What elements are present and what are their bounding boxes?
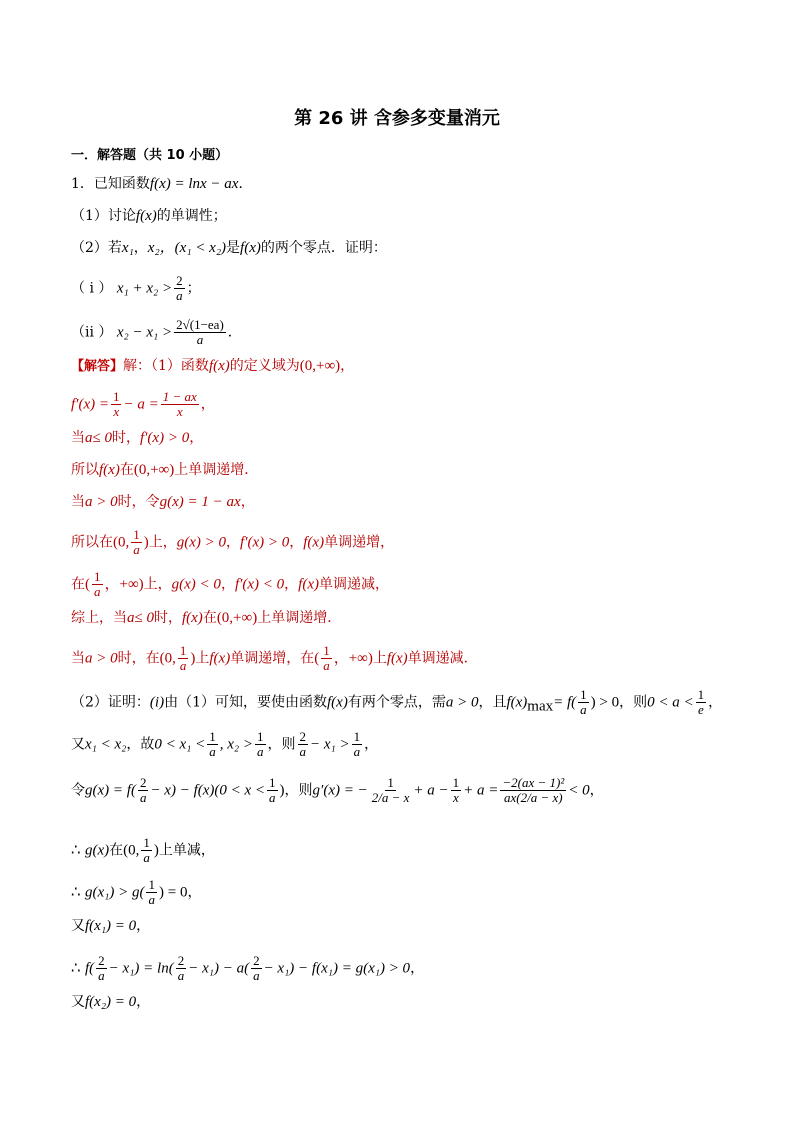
text: 上 bbox=[372, 650, 387, 667]
math: (0,+∞) bbox=[216, 610, 258, 626]
numerator: 1 − ax bbox=[162, 389, 197, 404]
fraction bbox=[96, 954, 107, 983]
fraction bbox=[251, 954, 262, 983]
denominator: 2/a − x bbox=[371, 790, 410, 805]
solution-line-4 bbox=[71, 460, 258, 480]
math: − a = bbox=[123, 396, 159, 413]
fraction bbox=[92, 570, 103, 599]
numerator: 1 bbox=[452, 775, 460, 790]
math: f(x) = lnx − ax bbox=[149, 176, 239, 192]
text: 上， bbox=[143, 576, 172, 593]
text: （2）证明： bbox=[71, 694, 150, 711]
math: g′(x) = − bbox=[312, 782, 368, 799]
fraction bbox=[141, 836, 152, 865]
denominator: a bbox=[143, 850, 150, 865]
text: 又 bbox=[71, 736, 85, 753]
math: g(x) > 0 bbox=[176, 534, 227, 551]
fraction bbox=[178, 644, 189, 673]
problem-intro bbox=[71, 174, 252, 194]
math: a≤ 0 bbox=[127, 610, 154, 626]
math: − x₁) − a( bbox=[188, 960, 250, 977]
math: − x) − f(x)(0 < x < bbox=[150, 782, 266, 799]
solution-line-16 bbox=[71, 954, 424, 983]
math: a≤ 0 bbox=[85, 430, 112, 446]
solution-line-7 bbox=[71, 570, 389, 599]
text: （1）讨论 bbox=[71, 208, 136, 224]
solution-line-17 bbox=[71, 992, 150, 1012]
text: 当 bbox=[71, 650, 85, 667]
math: f(x₂) = 0 bbox=[85, 994, 137, 1010]
math: f′(x) > 0 bbox=[240, 534, 290, 551]
text: ， bbox=[284, 576, 299, 593]
text: ， bbox=[364, 736, 379, 753]
math: f(x) bbox=[327, 694, 348, 711]
text: ， bbox=[708, 694, 723, 711]
therefore-symbol: ∴ bbox=[71, 842, 81, 859]
text: 在 bbox=[119, 462, 134, 478]
numerator: 1 bbox=[143, 835, 150, 850]
denominator: x bbox=[113, 404, 120, 419]
text: 当 bbox=[71, 430, 85, 446]
denominator: a bbox=[209, 744, 216, 759]
solution-line-1 bbox=[71, 356, 354, 377]
text: 上单调递增． bbox=[257, 610, 342, 626]
math: − x₁) − f(x₁) = g(x₁) > 0 bbox=[263, 960, 411, 977]
text: 上 bbox=[195, 650, 210, 667]
numerator: 1 bbox=[353, 729, 361, 744]
math: ) > 0 bbox=[590, 694, 620, 711]
solution-line-15 bbox=[71, 916, 150, 936]
fraction bbox=[298, 730, 309, 759]
math: a > 0 bbox=[85, 494, 118, 510]
math: (0,+∞) bbox=[299, 358, 341, 374]
fraction bbox=[111, 390, 122, 419]
math: f(x) bbox=[303, 534, 325, 551]
denominator: a bbox=[580, 702, 587, 717]
text: ，则 bbox=[284, 782, 313, 799]
math: 0 < a < bbox=[647, 694, 694, 711]
text: 令 bbox=[71, 782, 85, 799]
denominator: a bbox=[139, 790, 147, 805]
solution-line-8 bbox=[71, 608, 341, 628]
denominator: a bbox=[323, 658, 330, 673]
denominator: a bbox=[98, 968, 105, 983]
fraction bbox=[161, 390, 199, 419]
numerator: 2 bbox=[177, 953, 185, 968]
text: 有两个零点，需 bbox=[347, 694, 446, 711]
math: ，+∞) bbox=[333, 650, 373, 667]
text: 单调递增，在 bbox=[230, 650, 315, 667]
math: f(x) bbox=[240, 240, 261, 256]
text: 解：（1）函数 bbox=[123, 358, 209, 374]
text: 上单调递增． bbox=[174, 462, 259, 478]
therefore-symbol: ∴ bbox=[71, 884, 81, 901]
text: ， bbox=[136, 994, 151, 1010]
text: （ii ） bbox=[71, 324, 113, 341]
text: ，故 bbox=[126, 736, 155, 753]
fraction bbox=[321, 644, 332, 673]
fraction bbox=[138, 776, 149, 805]
math: ) bbox=[279, 782, 285, 799]
numerator: 2 bbox=[139, 775, 147, 790]
math: f(x) bbox=[135, 208, 157, 224]
denominator: a bbox=[94, 584, 101, 599]
math: f(x) bbox=[506, 694, 528, 711]
numerator: 2 bbox=[253, 953, 260, 968]
math: f′(x) > 0 bbox=[139, 430, 190, 446]
denominator: a bbox=[148, 892, 155, 907]
fraction bbox=[352, 730, 363, 759]
math: ( bbox=[85, 576, 90, 593]
text: ， bbox=[289, 534, 304, 551]
text: ， bbox=[136, 918, 151, 934]
text: ， bbox=[340, 358, 355, 374]
math: ) bbox=[153, 842, 159, 859]
text: 所以在 bbox=[71, 534, 113, 551]
text: 时，在 bbox=[117, 650, 160, 667]
section-heading: 一．解答题（共 10 小题） bbox=[71, 148, 229, 163]
text: （ i ） bbox=[71, 280, 113, 297]
math: a > 0 bbox=[445, 694, 479, 711]
denominator: x bbox=[453, 790, 459, 805]
math: ) bbox=[143, 534, 149, 551]
fraction bbox=[255, 730, 266, 759]
denominator: a bbox=[353, 744, 361, 759]
fraction bbox=[131, 528, 142, 557]
math: ( bbox=[314, 650, 320, 667]
math: f(x) bbox=[181, 610, 203, 626]
solution-line-10 bbox=[71, 688, 722, 717]
math: f′(x) = bbox=[71, 396, 109, 413]
problem-q2 bbox=[71, 238, 387, 258]
answer-tag: 【解答】 bbox=[71, 359, 124, 374]
math: f(x₁) = 0 bbox=[85, 918, 137, 934]
text: 所以 bbox=[71, 462, 99, 478]
text: ， bbox=[189, 430, 204, 446]
denominator: a bbox=[177, 968, 185, 983]
fraction bbox=[174, 274, 185, 303]
page-title: 第 26 讲 含参多变量消元 bbox=[294, 108, 500, 129]
denominator: a bbox=[257, 744, 264, 759]
text: ，则 bbox=[267, 736, 296, 753]
therefore-symbol: ∴ bbox=[71, 960, 81, 977]
fraction bbox=[500, 776, 566, 805]
math: g(x) = 1 − ax bbox=[159, 494, 241, 510]
fraction bbox=[370, 776, 412, 805]
text: 综上，当 bbox=[71, 610, 127, 626]
numerator: 1 bbox=[580, 687, 587, 702]
math: x₁ + x₂ > bbox=[116, 280, 173, 297]
math: g(x) = f( bbox=[85, 782, 136, 799]
denominator: a bbox=[299, 744, 306, 759]
fraction bbox=[451, 776, 462, 805]
text: ， bbox=[226, 534, 241, 551]
text: ； bbox=[186, 280, 201, 297]
text: 由（1）可知，要使由函数 bbox=[164, 694, 328, 711]
text: （2）若 bbox=[71, 240, 122, 256]
fraction bbox=[578, 688, 589, 717]
text: 又 bbox=[71, 918, 85, 934]
text: ， bbox=[133, 240, 148, 256]
math: ) = 0 bbox=[158, 884, 188, 901]
fraction bbox=[176, 954, 187, 983]
text: 上， bbox=[148, 534, 177, 551]
math: f( bbox=[85, 960, 95, 977]
numerator: 1 bbox=[269, 775, 276, 790]
problem-q1 bbox=[71, 206, 227, 226]
math: < 0 bbox=[568, 782, 590, 799]
text: 又 bbox=[71, 994, 85, 1010]
numerator: 1 bbox=[148, 877, 155, 892]
text: 当 bbox=[71, 494, 85, 510]
text: 在 bbox=[202, 610, 217, 626]
math: , x₂ > bbox=[219, 736, 253, 753]
numerator: 2√(1−ea) bbox=[176, 317, 224, 332]
denominator: a bbox=[253, 968, 260, 983]
math: f′(x) < 0 bbox=[234, 576, 285, 593]
fraction bbox=[174, 318, 226, 347]
math: x₁ bbox=[121, 240, 134, 256]
numerator: 2 bbox=[299, 729, 306, 744]
fraction bbox=[696, 688, 707, 717]
numerator: 1 bbox=[387, 775, 394, 790]
denominator: a bbox=[133, 542, 140, 557]
math: f(x) bbox=[298, 576, 319, 593]
math: (0,+∞) bbox=[133, 462, 175, 478]
numerator: 1 bbox=[133, 527, 140, 542]
text: 在 bbox=[109, 842, 124, 859]
solution-line-11 bbox=[71, 730, 378, 759]
fraction bbox=[207, 730, 218, 759]
text: 时，令 bbox=[117, 494, 160, 510]
math: f(x) bbox=[209, 650, 231, 667]
math: + a = bbox=[463, 782, 499, 799]
math: + a − bbox=[413, 782, 449, 799]
solution-line-13 bbox=[71, 836, 215, 865]
text: ， bbox=[200, 396, 215, 413]
fraction bbox=[267, 776, 278, 805]
numerator: 2 bbox=[98, 953, 105, 968]
denominator: a bbox=[179, 658, 187, 673]
text: 单调递减． bbox=[407, 650, 478, 667]
denominator: a bbox=[196, 332, 204, 347]
denominator: a bbox=[176, 288, 183, 303]
text: 单调递减， bbox=[318, 576, 389, 593]
denominator: e bbox=[698, 702, 704, 717]
numerator: 1 bbox=[94, 569, 101, 584]
math: x₂ − x₁ > bbox=[116, 324, 173, 341]
math: x₁ < x₂ bbox=[85, 736, 127, 753]
math: − x₁) = ln( bbox=[108, 960, 174, 977]
text: 时， bbox=[111, 430, 140, 446]
math: g(x) < 0 bbox=[171, 576, 221, 593]
numerator: 1 bbox=[257, 729, 264, 744]
text: ，且 bbox=[478, 694, 507, 711]
math: ) bbox=[190, 650, 196, 667]
text: 是 bbox=[226, 240, 241, 256]
numerator: 1 bbox=[323, 643, 330, 658]
text: 的两个零点．证明： bbox=[260, 240, 387, 256]
math: (0, bbox=[123, 842, 140, 859]
math: g(x₁) > g( bbox=[85, 884, 145, 901]
math: f(x) bbox=[386, 650, 408, 667]
numerator: 2 bbox=[176, 273, 183, 288]
math: (0, bbox=[159, 650, 176, 667]
text: 的单调性； bbox=[156, 208, 227, 224]
solution-line-5 bbox=[71, 492, 255, 512]
numerator: 1 bbox=[179, 643, 187, 658]
solution-line-2 bbox=[71, 390, 215, 419]
solution-line-6 bbox=[71, 528, 394, 557]
text: 的定义域为 bbox=[229, 358, 300, 374]
text: 时， bbox=[153, 610, 182, 626]
math: f(x) bbox=[208, 358, 230, 374]
math: g(x) bbox=[85, 842, 110, 859]
problem-qi bbox=[71, 274, 201, 303]
numerator: 1 bbox=[209, 729, 216, 744]
subscript: max bbox=[527, 698, 554, 715]
denominator: a bbox=[269, 790, 276, 805]
problem-qii bbox=[71, 318, 242, 347]
text: 1．已知函数 bbox=[71, 176, 150, 192]
math: = f( bbox=[553, 694, 577, 711]
numerator: −2(ax − 1)² bbox=[502, 775, 565, 790]
text: ， bbox=[589, 782, 604, 799]
text: ， bbox=[187, 884, 202, 901]
math: a > 0 bbox=[85, 650, 118, 667]
text: ， bbox=[220, 576, 235, 593]
solution-line-3 bbox=[71, 428, 203, 448]
math: 0 < x₁ < bbox=[154, 736, 206, 753]
solution-line-12 bbox=[71, 776, 604, 805]
denominator: x bbox=[176, 404, 183, 419]
math: − x₁ > bbox=[310, 736, 350, 753]
numerator: 1 bbox=[112, 389, 120, 404]
text: ． bbox=[238, 176, 253, 192]
fraction bbox=[146, 878, 157, 907]
math: (i) bbox=[149, 694, 165, 711]
math: x₂ bbox=[147, 240, 160, 256]
text: ，则 bbox=[619, 694, 648, 711]
text: ， bbox=[410, 960, 425, 977]
solution-line-14 bbox=[71, 878, 201, 907]
denominator: ax(2/a − x) bbox=[504, 790, 563, 805]
text: 在 bbox=[71, 576, 85, 593]
numerator: 1 bbox=[697, 687, 705, 702]
solution-line-9 bbox=[71, 644, 478, 673]
math: f(x) bbox=[99, 462, 120, 478]
text: 单调递增， bbox=[324, 534, 395, 551]
text: ， bbox=[240, 494, 255, 510]
math: ，(x₁ < x₂) bbox=[159, 240, 227, 256]
text: 上单减， bbox=[158, 842, 215, 859]
math: ，+∞) bbox=[104, 576, 144, 593]
text: ． bbox=[227, 324, 242, 341]
math: (0, bbox=[113, 534, 130, 551]
